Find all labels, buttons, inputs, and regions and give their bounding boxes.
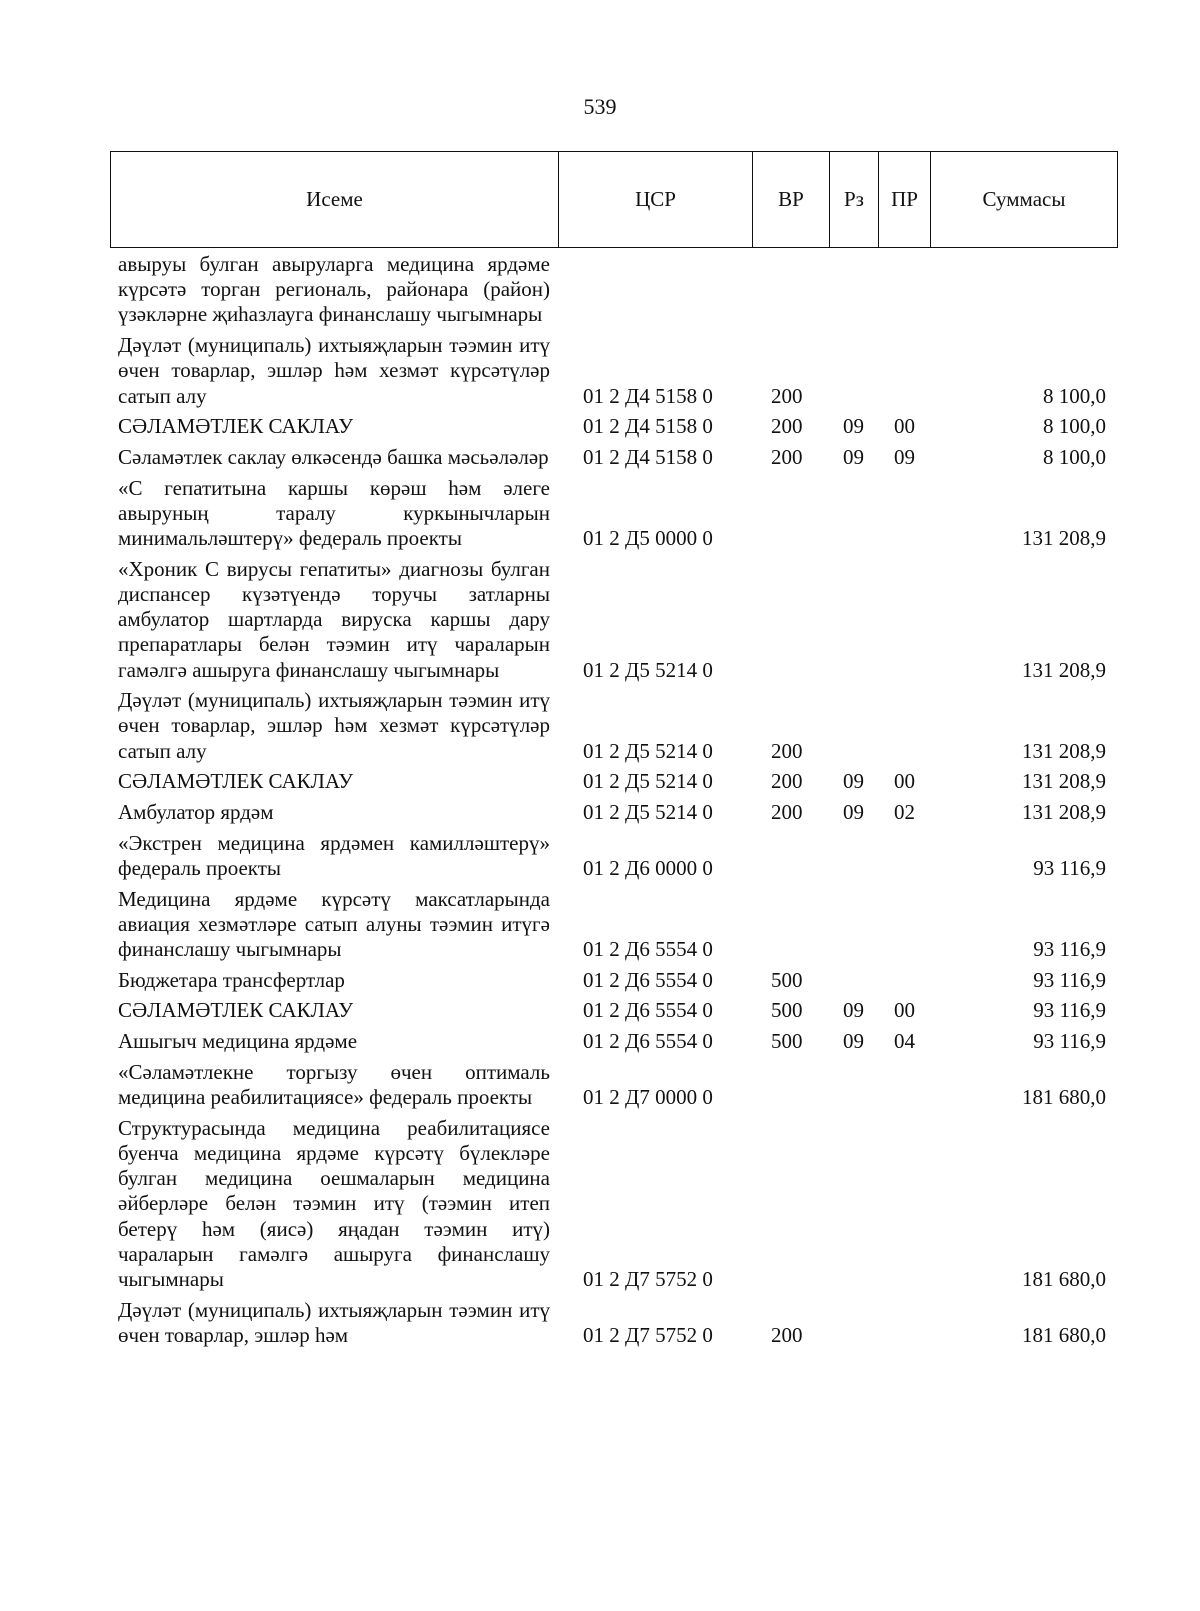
row-csr: 01 2 Д6 5554 0: [583, 1029, 713, 1054]
table-row: [118, 769, 1118, 794]
row-csr: 01 2 Д6 5554 0: [583, 998, 713, 1023]
table-row: [118, 1116, 1118, 1292]
table-body: [118, 252, 1118, 1354]
row-vr: 500: [771, 1029, 803, 1054]
table-row: [118, 414, 1118, 439]
header-rz: Рз: [830, 152, 879, 247]
row-pr: 02: [894, 800, 915, 825]
row-name: авыруы булган авыруларга медицина ярдәме күрсәтә торган региональ, районара (район) үзәкләрне җиһазлауга финанслашу чыгымнары: [118, 252, 550, 327]
table-row: [118, 1029, 1118, 1054]
row-vr: 200: [771, 444, 803, 469]
row-rz: 09: [843, 998, 864, 1023]
row-name: Дәүләт (муниципаль) ихтыяҗларын тәэмин итү өчен товарлар, эшләр һәм хезмәт күрсәтүләр сатып алу: [118, 333, 550, 408]
row-rz: 09: [843, 414, 864, 439]
row-name: «С гепатитына каршы көрәш һәм әлеге авыруның таралу куркынычларын минимальләштерү» федераль проекты: [118, 475, 550, 551]
row-name: «Экстрен медицина ярдәмен камилләштерү» федераль проекты: [118, 830, 550, 880]
row-pr: 09: [894, 444, 915, 469]
row-pr: 00: [894, 769, 915, 794]
row-vr: 200: [771, 800, 803, 825]
row-amount: 93 116,9: [1033, 937, 1106, 962]
row-name: СӘЛАМӘТЛЕК САКЛАУ: [118, 769, 354, 794]
row-csr: 01 2 Д7 0000 0: [583, 1085, 713, 1110]
row-csr: 01 2 Д4 5158 0: [583, 444, 713, 469]
row-amount: 8 100,0: [1043, 414, 1106, 439]
table-row: [118, 887, 1118, 963]
row-csr: 01 2 Д5 5214 0: [583, 657, 713, 682]
row-vr: 200: [771, 1322, 803, 1347]
header-name: Исеме: [111, 152, 559, 247]
table-row: [118, 1060, 1118, 1110]
header-sum: Суммасы: [982, 187, 1066, 211]
row-amount: 131 208,9: [1022, 526, 1106, 551]
header-csr: ЦСР: [559, 152, 753, 247]
row-name: Дәүләт (муниципаль) ихтыяҗларын тәэмин итү өчен товарлар, эшләр һәм: [118, 1297, 550, 1347]
table-row: [118, 968, 1118, 993]
table-row: [118, 476, 1118, 552]
row-name: СӘЛАМӘТЛЕК САКЛАУ: [118, 998, 354, 1023]
row-amount: 181 680,0: [1022, 1085, 1106, 1110]
row-name: Медицина ярдәме күрсәтү максатларында авиация хезмәтләре сатып алуны тәэмин итүгә финанслашу чыгымнары: [118, 886, 550, 962]
row-amount: 93 116,9: [1033, 855, 1106, 880]
table-row: [118, 831, 1118, 881]
row-name: Амбулатор ярдәм: [118, 800, 274, 825]
row-amount: 8 100,0: [1043, 444, 1106, 469]
row-csr: 01 2 Д6 5554 0: [583, 937, 713, 962]
row-rz: 09: [843, 1029, 864, 1054]
table-row: [118, 800, 1118, 825]
header-pr: ПР: [879, 152, 931, 247]
row-name: Ашыгыч медицина ярдәме: [118, 1029, 358, 1054]
row-csr: 01 2 Д7 5752 0: [583, 1267, 713, 1292]
row-name: СӘЛАМӘТЛЕК САКЛАУ: [118, 414, 354, 439]
header-vr: ВР: [753, 152, 830, 247]
row-csr: 01 2 Д7 5752 0: [583, 1322, 713, 1347]
row-csr: 01 2 Д6 0000 0: [583, 855, 713, 880]
row-pr: 04: [894, 1029, 915, 1054]
table-row: [118, 333, 1118, 409]
page-number: 539: [583, 94, 617, 119]
row-csr: 01 2 Д5 0000 0: [583, 526, 713, 551]
row-vr: 500: [771, 998, 803, 1023]
row-amount: 131 208,9: [1022, 769, 1106, 794]
row-pr: 00: [894, 414, 915, 439]
row-csr: 01 2 Д5 5214 0: [583, 738, 713, 763]
row-vr: 200: [771, 738, 803, 763]
row-csr: 01 2 Д4 5158 0: [583, 383, 713, 408]
row-vr: 200: [771, 769, 803, 794]
row-name: «Сәламәтлекне торгызу өчен оптималь медицина реабилитациясе» федераль проекты: [118, 1059, 550, 1110]
table-row: [118, 1298, 1118, 1348]
row-pr: 00: [894, 998, 915, 1023]
table-row: [118, 445, 1118, 470]
row-rz: 09: [843, 769, 864, 794]
row-amount: 181 680,0: [1022, 1322, 1106, 1347]
row-vr: 200: [771, 383, 803, 408]
row-amount: 131 208,9: [1022, 738, 1106, 763]
row-vr: 200: [771, 414, 803, 439]
row-amount: 93 116,9: [1033, 967, 1106, 992]
row-name: Структурасында медицина реабилитациясе буенча медицина ярдәме күрсәтү бүлекләре булган медицина оешмаларын медицина әйберләре белән тәэмин итү (тәэмин итеп бетерү һәм (яисә) яңадан тәэмин итү) чараларын гамәлгә ашыруга финанслашу чыгымнары: [118, 1115, 550, 1292]
table-header: [110, 151, 1118, 248]
row-amount: 131 208,9: [1022, 657, 1106, 682]
row-name: Сәламәтлек саклау өлкәсендә башка мәсьәләләр: [118, 444, 549, 469]
row-amount: 8 100,0: [1043, 383, 1106, 408]
row-name: «Хроник С вирусы гепатиты» диагнозы булган диспансер күзәтүендә торучы затларны амбулатор шартларда вируска каршы дару препаратлары белән тәэмин итү чараларын гамәлгә ашыруга финанслашу чыгымнары: [118, 556, 550, 682]
row-amount: 93 116,9: [1033, 1029, 1106, 1054]
row-csr: 01 2 Д5 5214 0: [583, 769, 713, 794]
table-row: [118, 998, 1118, 1023]
table-row: [118, 688, 1118, 764]
row-vr: 500: [771, 967, 803, 992]
row-csr: 01 2 Д6 5554 0: [583, 967, 713, 992]
row-name: Бюджетара трансфертлар: [118, 967, 345, 992]
row-csr: 01 2 Д4 5158 0: [583, 414, 713, 439]
row-rz: 09: [843, 444, 864, 469]
row-name: Дәүләт (муниципаль) ихтыяҗларын тәэмин итү өчен товарлар, эшләр һәм хезмәт күрсәтүләр сатып алу: [118, 688, 550, 763]
row-csr: 01 2 Д5 5214 0: [583, 800, 713, 825]
row-amount: 181 680,0: [1022, 1267, 1106, 1292]
table-row: [118, 557, 1118, 683]
row-amount: 131 208,9: [1022, 800, 1106, 825]
table-row: [118, 252, 1118, 328]
row-rz: 09: [843, 800, 864, 825]
row-amount: 93 116,9: [1033, 998, 1106, 1023]
